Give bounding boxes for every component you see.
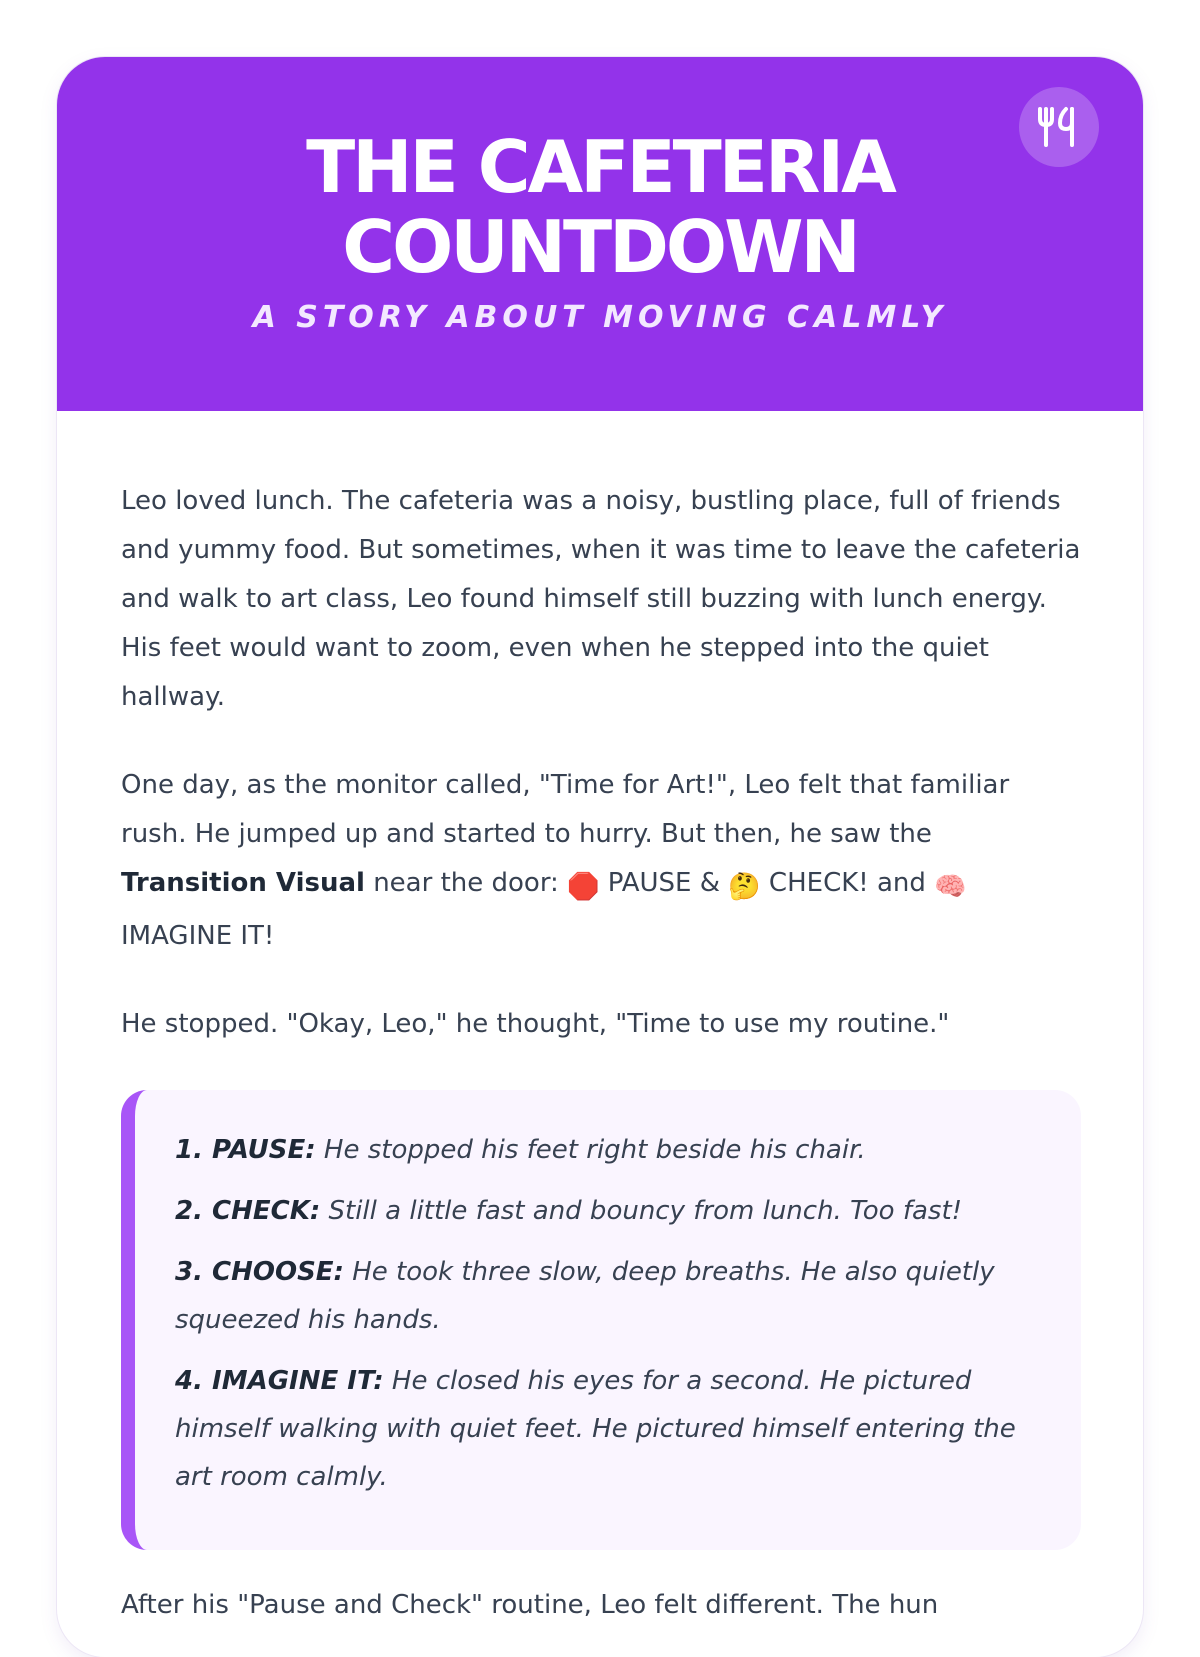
paragraph-4-partial: After his "Pause and Check" routine, Leo felt different. The hun <box>121 1590 939 1620</box>
story-card <box>57 57 1143 1657</box>
paragraph-2 <box>121 761 1081 961</box>
step-pause <box>175 1126 1041 1174</box>
story-subtitle: A STORY ABOUT MOVING CALMLY <box>252 300 948 335</box>
transition-visual-term: Transition Visual <box>121 868 365 898</box>
step-text: He took three slow, deep breaths. He also quietly squeezed his hands. <box>175 1257 995 1335</box>
step-text: Still a little fast and bouncy from lunch. Too fast! <box>320 1196 963 1226</box>
imagine-text: IMAGINE IT! <box>121 921 275 951</box>
title-line-1: THE CAFETERIA <box>306 125 894 209</box>
brain-icon: 🧠 <box>934 872 967 902</box>
story-body <box>121 477 1081 1088</box>
utensils-icon <box>1019 87 1099 167</box>
story-title <box>57 127 1143 287</box>
step-check <box>175 1187 1041 1235</box>
pause-text: PAUSE & <box>599 868 729 898</box>
check-text: CHECK! and <box>760 868 935 898</box>
step-label: 4. IMAGINE IT: <box>175 1366 384 1396</box>
routine-steps-callout <box>121 1090 1081 1550</box>
step-label: 2. CHECK: <box>175 1196 321 1226</box>
paragraph-3: He stopped. "Okay, Leo," he thought, "Time to use my routine." <box>121 1009 950 1039</box>
step-choose <box>175 1248 1041 1344</box>
thinking-face-icon: 🤔 <box>728 872 761 902</box>
stop-sign-icon: 🛑 <box>567 872 600 902</box>
title-line-2: COUNTDOWN <box>342 205 858 289</box>
paragraph-2-text-2: near the door: <box>364 868 568 898</box>
paragraph-2-text: One day, as the monitor called, "Time for Art!", Leo felt that familiar rush. He jumped up and started to hurry. But then, he saw the <box>121 770 1010 849</box>
step-text: He stopped his feet right beside his chair. <box>315 1135 866 1165</box>
story-header <box>57 57 1143 411</box>
step-text: He closed his eyes for a second. He pictured himself walking with quiet feet. He pictured himself entering the art room calmly. <box>175 1366 1016 1492</box>
paragraph-1: Leo loved lunch. The cafeteria was a noisy, bustling place, full of friends and yummy food. But sometimes, when it was time to leave the cafeteria and walk to art class, Leo found himself still buzzing with lunch energy. His feet would want to zoom, even when he stepped into the quiet hallway. <box>121 486 1081 712</box>
step-imagine <box>175 1357 1041 1501</box>
step-label: 1. PAUSE: <box>175 1135 316 1165</box>
step-label: 3. CHOOSE: <box>175 1257 344 1287</box>
